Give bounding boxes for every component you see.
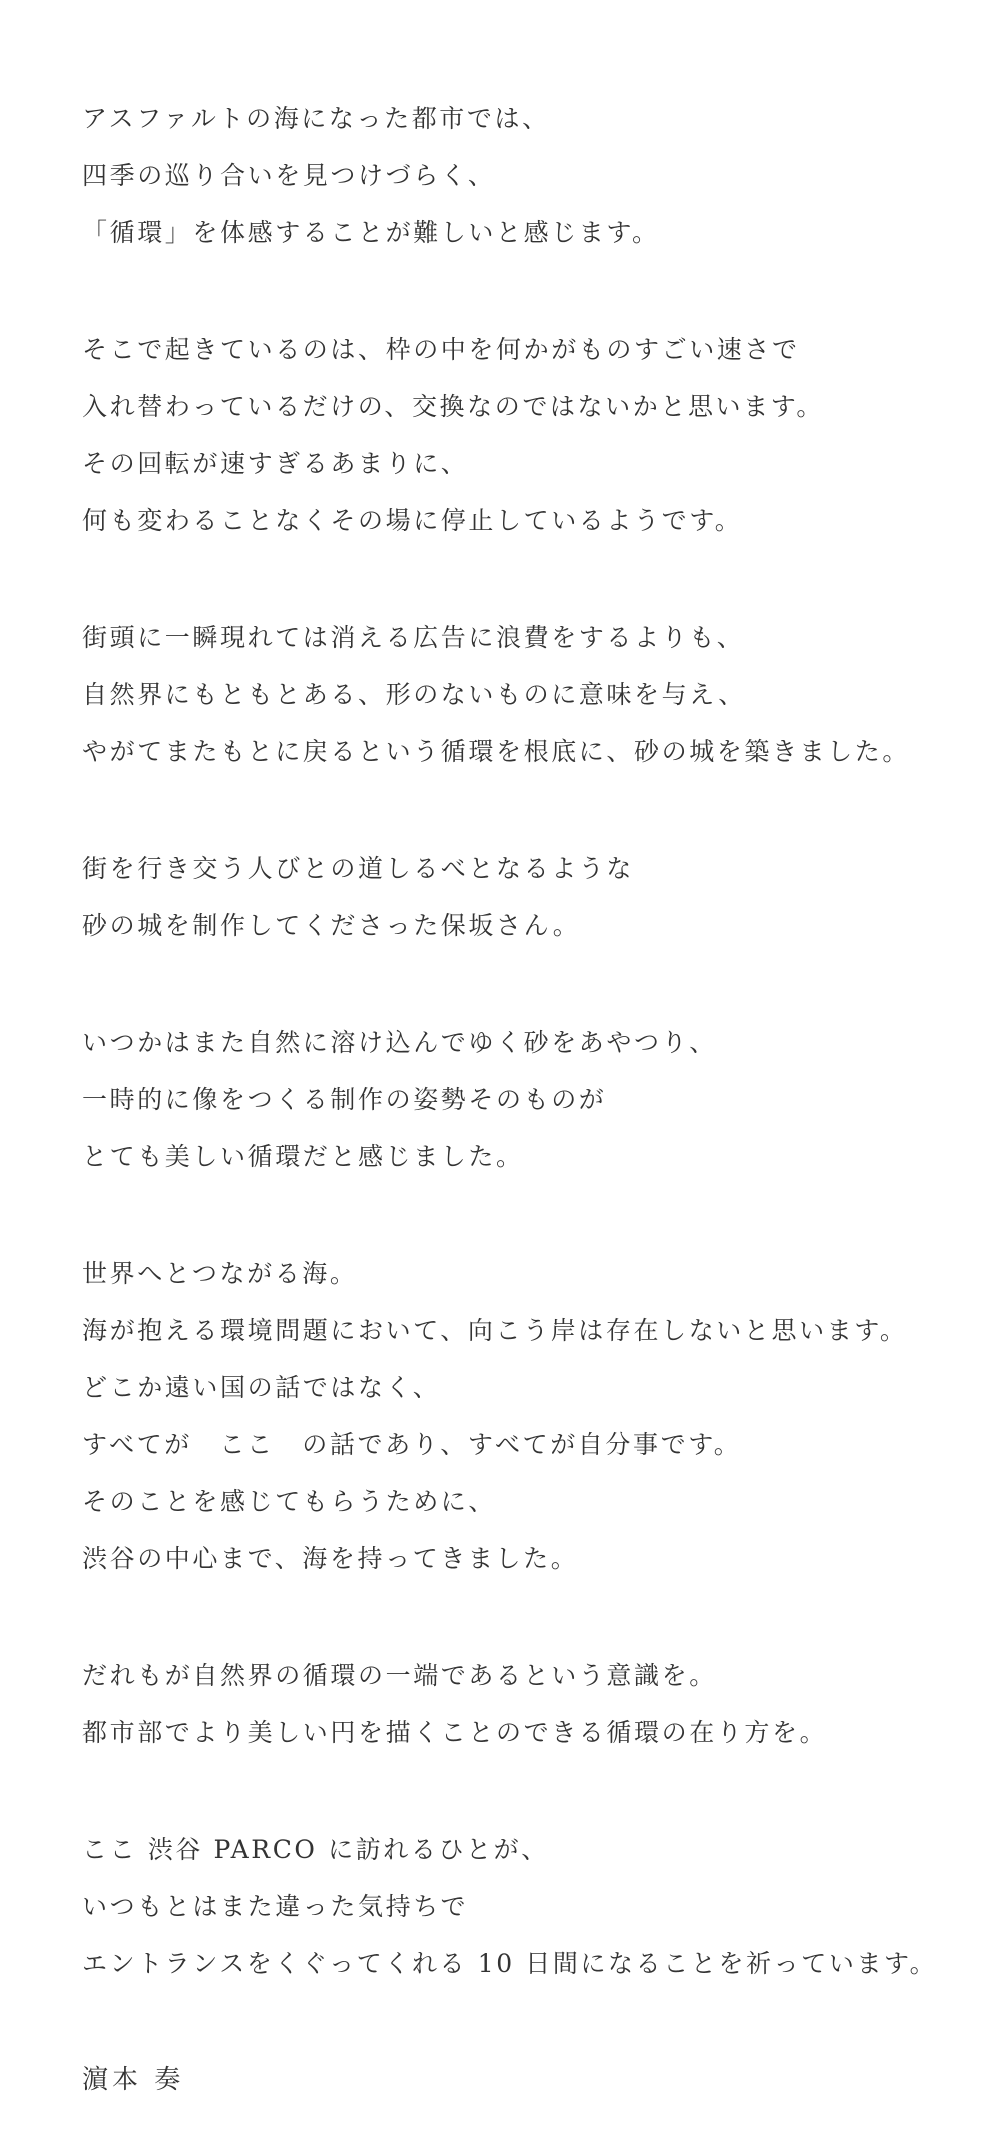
stanza-2 — [82, 321, 982, 549]
essay-line: 海が抱える環境問題において、向こう岸は存在しないと思います。 — [82, 1316, 908, 1345]
essay-line: いつかはまた自然に溶け込んでゆく砂をあやつり、 — [82, 1028, 717, 1057]
stanza-6 — [82, 1245, 982, 1587]
essay-line: 都市部でより美しい円を描くことのできる循環の在り方を。 — [82, 1718, 828, 1747]
essay-line: いつもとはまた違った気持ちで — [82, 1892, 469, 1921]
stanza-8 — [82, 1821, 982, 1992]
essay-line: エントランスをくぐってくれる 10 日間になることを祈っています。 — [82, 1949, 938, 1978]
essay-line: 一時的に像をつくる制作の姿勢そのものが — [82, 1085, 607, 1114]
stanza-3 — [82, 609, 982, 780]
essay-line: そこで起きているのは、枠の中を何かがものすごい速さで — [82, 335, 800, 364]
author-signature: 濵本 奏 — [82, 2065, 185, 2095]
essay-line: 四季の巡り合いを見つけづらく、 — [82, 161, 496, 190]
essay-line: とても美しい循環だと感じました。 — [82, 1142, 524, 1171]
essay-line: だれもが自然界の循環の一端であるという意識を。 — [82, 1661, 717, 1690]
essay-line: そのことを感じてもらうために、 — [82, 1487, 497, 1516]
essay-line: 街頭に一瞬現れては消える広告に浪費をするよりも、 — [82, 623, 745, 652]
essay-line: その回転が速すぎるあまりに、 — [82, 449, 469, 478]
essay-line: 世界へとつながる海。 — [82, 1259, 358, 1288]
essay-line: 自然界にもともとある、形のないものに意味を与え、 — [82, 680, 746, 709]
essay-line: 入れ替わっているだけの、交換なのではないかと思います。 — [82, 392, 824, 421]
essay-line: どこか遠い国の話ではなく、 — [82, 1373, 441, 1402]
stanza-5 — [82, 1014, 982, 1185]
essay-line: やがてまたもとに戻るという循環を根底に、砂の城を築きました。 — [82, 737, 911, 766]
essay-line: 「循環」を体感することが難しいと感じます。 — [82, 218, 660, 247]
essay-line: 砂の城を制作してくださった保坂さん。 — [82, 911, 581, 940]
essay-line: 渋谷の中心まで、海を持ってきました。 — [82, 1544, 579, 1573]
essay-line: すべてが ここ の話であり、すべてが自分事です。 — [82, 1430, 742, 1459]
stanza-1 — [82, 90, 982, 261]
stanza-4 — [82, 840, 982, 954]
essay-text — [82, 90, 982, 2109]
essay-line: アスファルトの海になった都市では、 — [82, 104, 550, 133]
essay-line: 何も変わることなくその場に停止しているようです。 — [82, 506, 743, 535]
stanza-7 — [82, 1647, 982, 1761]
essay-line: 街を行き交う人びとの道しるべとなるような — [82, 854, 635, 883]
essay-line: ここ 渋谷 PARCO に訪れるひとが、 — [82, 1835, 549, 1864]
